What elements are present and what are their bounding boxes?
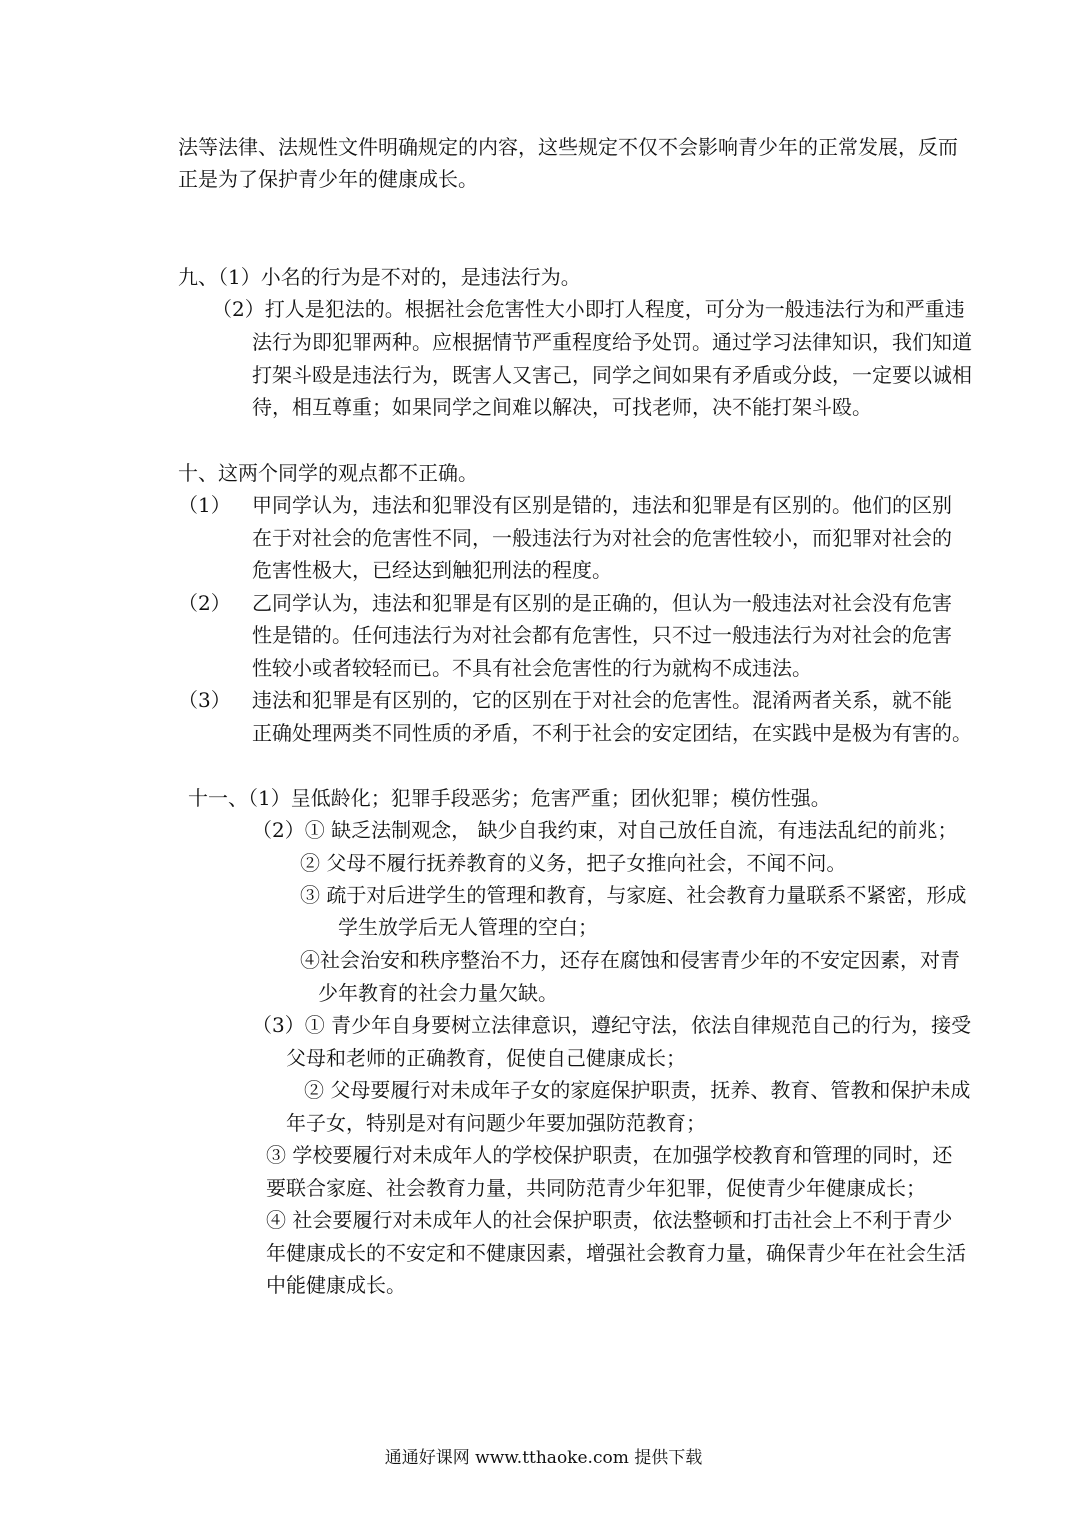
- text-line: ④社会治安和秩序整治不力，还存在腐蚀和侵害青少年的不安定因素，对青: [300, 948, 960, 972]
- page-footer: 通通好课网 www.tthaoke.com 提供下载: [384, 1448, 703, 1468]
- answer-9-part-1: 九、（1）小名的行为是不对的，是违法行为。: [178, 265, 581, 289]
- text-line: 中能健康成长。: [266, 1273, 406, 1297]
- answer-10-heading: 十、这两个同学的观点都不正确。: [178, 461, 478, 485]
- text-line: 甲同学认为，违法和犯罪没有区别是错的，违法和犯罪是有区别的。他们的区别: [252, 493, 952, 517]
- text-line: 危害性极大，已经达到触犯刑法的程度。: [252, 558, 612, 582]
- text-line: 乙同学认为，违法和犯罪是有区别的是正确的，但认为一般违法对社会没有危害: [252, 591, 952, 615]
- text-line: 法行为即犯罪两种。应根据情节严重程度给予处罚。通过学习法律知识，我们知道: [252, 330, 972, 354]
- text-line: 要联合家庭、社会教育力量，共同防范青少年犯罪，促使青少年健康成长；: [266, 1176, 926, 1200]
- item-label: （2）: [178, 591, 231, 615]
- answer-11-part-3: （3）① 青少年自身要树立法律意识，遵纪守法，依法自律规范自己的行为，接受: [252, 1013, 972, 1037]
- text-line: 性较小或者较轻而已。不具有社会危害性的行为就构不成违法。: [252, 656, 812, 680]
- text-line: 父母和老师的正确教育，促使自己健康成长；: [286, 1046, 686, 1070]
- text-line: 待，相互尊重；如果同学之间难以解决，可找老师，决不能打架斗殴。: [252, 395, 872, 419]
- text-line: ③ 疏于对后进学生的管理和教育，与家庭、社会教育力量联系不紧密，形成: [300, 883, 967, 907]
- text-line: 学生放学后无人管理的空白；: [338, 915, 598, 939]
- text-line: 年健康成长的不安定和不健康因素，增强社会教育力量，确保青少年在社会生活: [266, 1241, 966, 1265]
- text-line: ② 父母要履行对未成年子女的家庭保护职责，抚养、教育、管教和保护未成: [304, 1078, 971, 1102]
- text-line: 少年教育的社会力量欠缺。: [318, 981, 558, 1005]
- answer-11-part-1: 十一、（1）呈低龄化；犯罪手段恶劣；危害严重；团伙犯罪；模仿性强。: [188, 786, 831, 810]
- text-line: ③ 学校要履行对未成年人的学校保护职责，在加强学校教育和管理的同时，还: [266, 1143, 953, 1167]
- text-line: 违法和犯罪是有区别的，它的区别在于对社会的危害性。混淆两者关系，就不能: [252, 688, 952, 712]
- text-line: 打架斗殴是违法行为，既害人又害己，同学之间如果有矛盾或分歧，一定要以诚相: [252, 363, 972, 387]
- text-line: 正确处理两类不同性质的矛盾，不利于社会的安定团结，在实践中是极为有害的。: [252, 721, 972, 745]
- text-line: 在于对社会的危害性不同，一般违法行为对社会的危害性较小，而犯罪对社会的: [252, 526, 952, 550]
- item-label: （3）: [178, 688, 231, 712]
- text-line: 法等法律、法规性文件明确规定的内容，这些规定不仅不会影响青少年的正常发展，反而: [178, 135, 958, 159]
- text-line: 性是错的。任何违法行为对社会都有危害性，只不过一般违法行为对社会的危害: [252, 623, 952, 647]
- answer-9-part-2: （2）打人是犯法的。根据社会危害性大小即打人程度，可分为一般违法行为和严重违: [212, 297, 965, 321]
- item-label: （1）: [178, 493, 231, 517]
- text-line: 正是为了保护青少年的健康成长。: [178, 167, 478, 191]
- answer-11-part-2: （2）① 缺乏法制观念， 缺少自我约束，对自己放任自流，有违法乱纪的前兆；: [252, 818, 958, 842]
- text-line: ④ 社会要履行对未成年人的社会保护职责，依法整顿和打击社会上不利于青少: [266, 1208, 953, 1232]
- text-line: 年子女，特别是对有问题少年要加强防范教育；: [286, 1111, 706, 1135]
- text-line: ② 父母不履行抚养教育的义务，把子女推向社会，不闻不问。: [300, 851, 847, 875]
